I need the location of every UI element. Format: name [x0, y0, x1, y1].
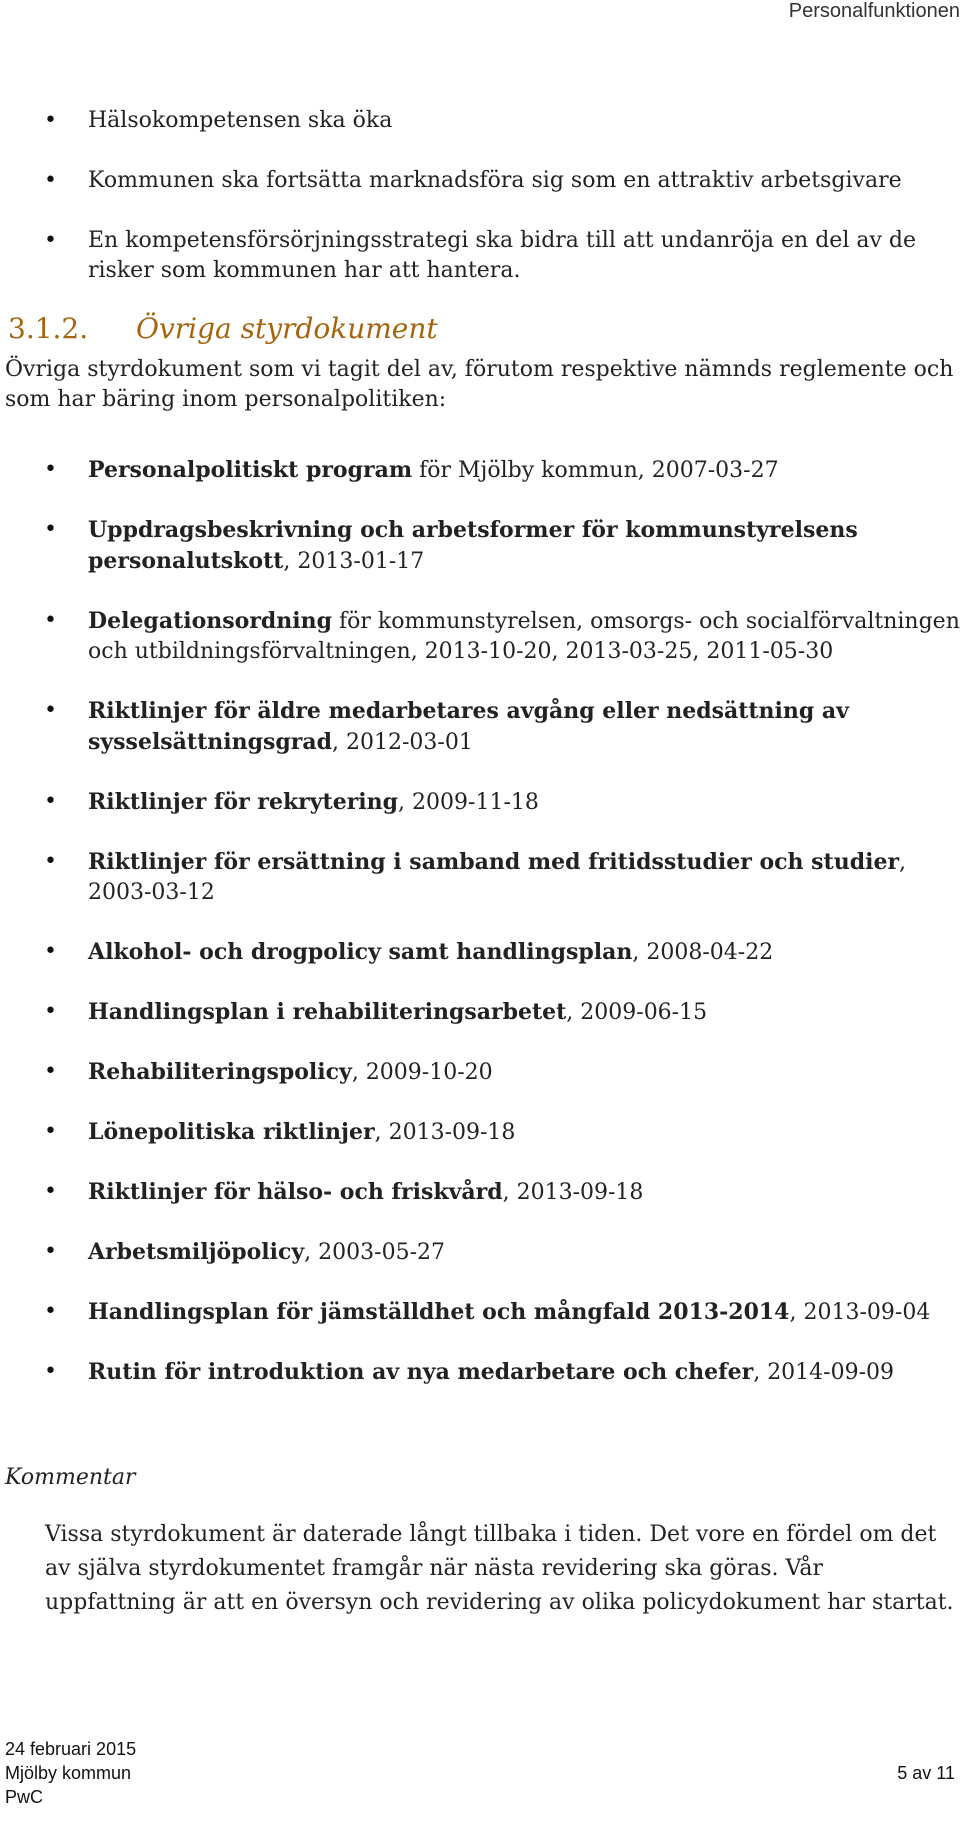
list-item: • Hälsokompetensen ska öka — [0, 106, 940, 136]
document-item — [0, 1057, 960, 1088]
document-details: , 2008-04-22 — [632, 940, 774, 965]
comment-label: Kommentar — [5, 1465, 136, 1490]
section-title: Övriga styrdokument — [136, 312, 438, 345]
document-item — [0, 937, 960, 968]
document-name: Arbetsmiljöpolicy — [88, 1239, 305, 1265]
document-name: Rutin för introduktion av nya medarbetare och chefer — [88, 1359, 754, 1385]
comment-text: Vissa styrdokument är daterade långt tillbaka i tiden. Det vore en fördel om det av själva styrdokumentet framgår när nästa revidering ska göras. Vår uppfattning är att en översyn och revidering av olika policydokument har startat. — [45, 1522, 954, 1615]
document-name: Uppdragsbeskrivning och arbetsformer för kommunstyrelsens personalutskott — [88, 517, 858, 574]
document-name: Riktlinjer för äldre medarbetares avgång eller nedsättning av sysselsättningsgrad — [88, 698, 849, 755]
document-details: , 2013-01-17 — [283, 549, 425, 574]
document-item — [0, 455, 960, 486]
document-details: , 2009-10-20 — [351, 1060, 493, 1085]
footer-company: PwC — [5, 1787, 44, 1807]
document-details: , 2009-06-15 — [566, 1000, 708, 1025]
document-item — [0, 847, 960, 908]
document-details: , 2009-11-18 — [398, 790, 539, 815]
document-details: , 2003-03-12 — [88, 850, 907, 905]
document-name: Personalpolitiskt program — [88, 457, 413, 483]
section-intro: Övriga styrdokument som vi tagit del av, förutom respektive nämnds reglemente och som har bäring inom personalpolitiken: — [5, 357, 954, 412]
page-header-title: Personalfunktionen — [788, 0, 960, 22]
document-item — [0, 515, 960, 577]
document-details: , 2013-09-04 — [789, 1300, 931, 1325]
section-number: 3.1.2. — [8, 312, 89, 345]
document-name: Handlingsplan i rehabiliteringsarbetet — [88, 999, 567, 1025]
document-details: , 2014-09-09 — [753, 1360, 895, 1385]
document-details: för kommunstyrelsen, omsorgs- och socialförvaltningen och utbildningsförvaltningen, 2013-10-20, 2013-03-25, 2011-05-30 — [88, 609, 960, 664]
document-item — [0, 1177, 960, 1208]
document-name: Lönepolitiska riktlinjer — [88, 1119, 375, 1145]
document-item — [0, 1297, 960, 1328]
document-list — [0, 455, 960, 1388]
document-item — [0, 997, 960, 1028]
document-details: , 2013-09-18 — [374, 1120, 516, 1145]
list-item: • Kommunen ska fortsätta marknadsföra sig som en attraktiv arbetsgivare — [0, 166, 940, 196]
top-bullet-list — [0, 106, 940, 286]
document-item — [0, 1237, 960, 1268]
document-name: Riktlinjer för rekrytering — [88, 789, 399, 815]
footer-date: 24 februari 2015 — [5, 1739, 137, 1759]
document-name: Delegationsordning — [88, 608, 333, 634]
document-name: Riktlinjer för hälso- och friskvård — [88, 1179, 503, 1205]
document-item — [0, 606, 960, 667]
document-name: Alkohol- och drogpolicy samt handlingsplan — [88, 939, 633, 965]
page-number: 5 av 11 — [897, 1763, 955, 1783]
document-item — [0, 1357, 960, 1388]
footer-organization: Mjölby kommun — [5, 1763, 132, 1783]
document-name: Handlingsplan för jämställdhet och mångfald 2013-2014 — [88, 1299, 790, 1325]
document-details: för Mjölby kommun, 2007-03-27 — [412, 458, 779, 483]
document-item — [0, 696, 960, 758]
document-details: , 2013-09-18 — [502, 1180, 644, 1205]
document-details: , 2012-03-01 — [332, 730, 473, 755]
document-name: Riktlinjer för ersättning i samband med fritidsstudier och studier — [88, 849, 900, 875]
document-item — [0, 1117, 960, 1148]
page-footer — [5, 1737, 136, 1809]
document-item — [0, 787, 960, 818]
document-name: Rehabiliteringspolicy — [88, 1059, 352, 1085]
document-details: , 2003-05-27 — [304, 1240, 446, 1265]
list-item: • En kompetensförsörjningsstrategi ska bidra till att undanröja en del av de risker som kommunen har att hantera. — [0, 226, 940, 286]
section-heading — [8, 312, 438, 345]
